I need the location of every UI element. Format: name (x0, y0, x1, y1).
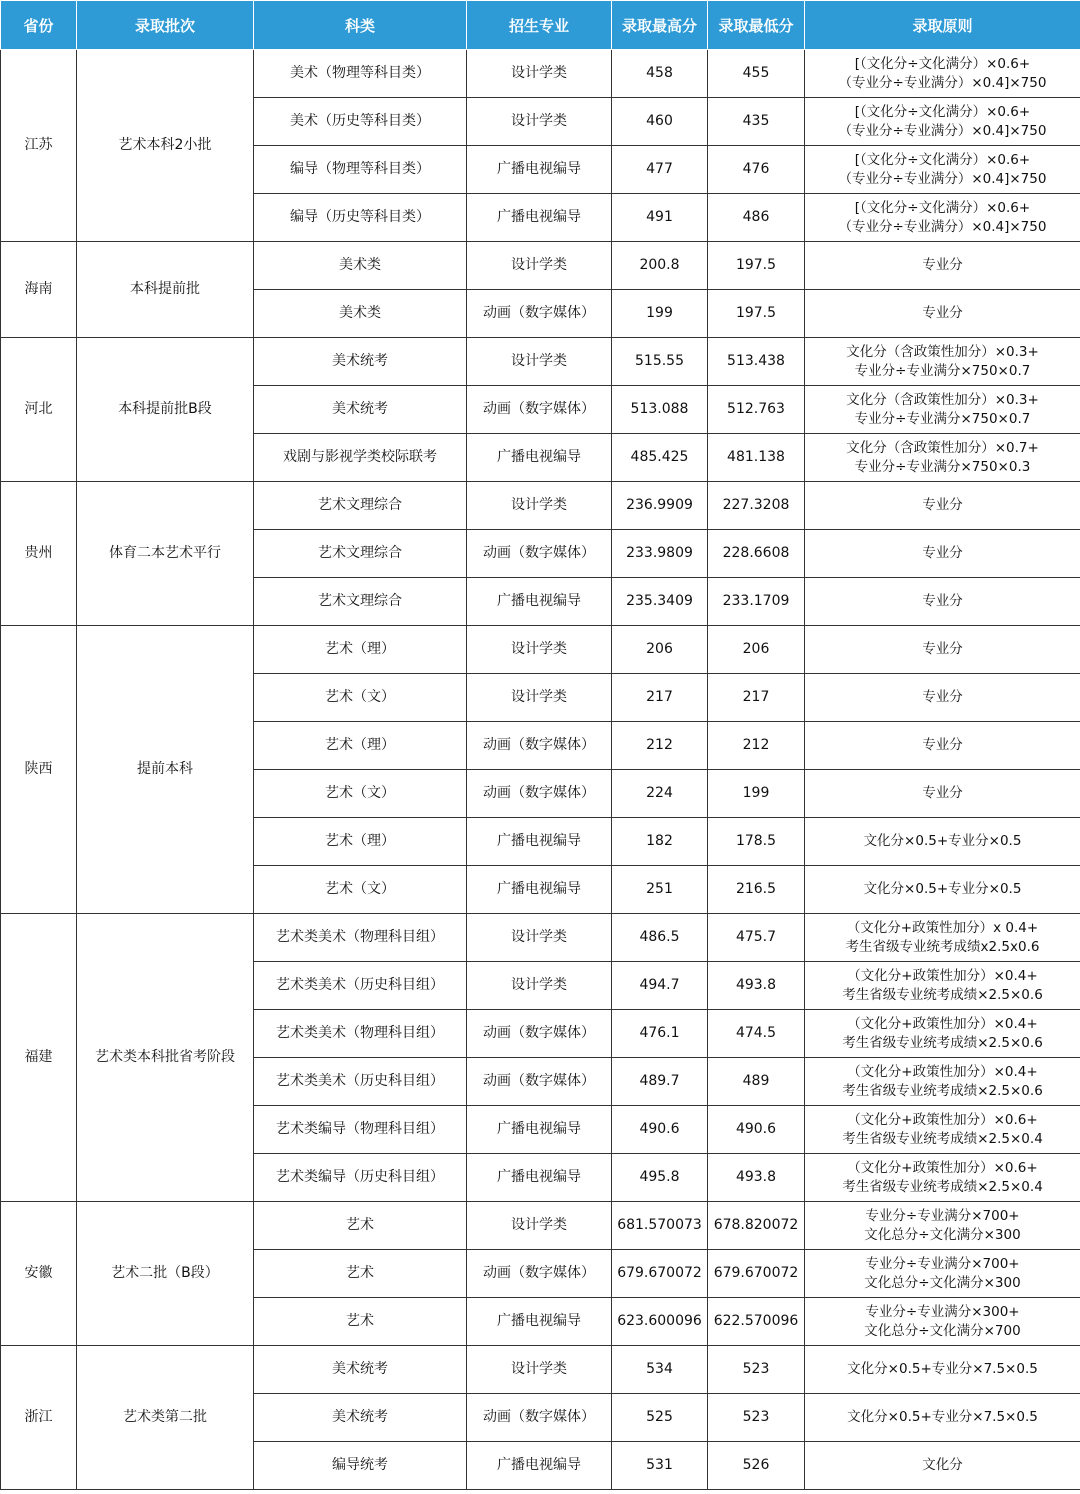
max-score-cell: 251 (612, 866, 708, 914)
min-score-cell: 216.5 (708, 866, 805, 914)
max-score-cell: 679.670072 (612, 1250, 708, 1298)
major-cell: 广播电视编导 (467, 434, 612, 482)
province-cell: 安徽 (1, 1202, 77, 1346)
rule-line: 专业分 (922, 497, 963, 513)
major-cell: 设计学类 (467, 98, 612, 146)
rule-line: 文化分（含政策性加分）×0.7+ (846, 439, 1039, 456)
rule-cell (805, 530, 1080, 578)
table-row (1, 914, 1080, 962)
max-score-cell: 206 (612, 626, 708, 674)
category-cell: 编导（物理等科目类） (254, 146, 467, 194)
category-cell: 美术统考 (254, 1346, 467, 1394)
rule-line: 专业分 (922, 785, 963, 801)
batch-cell: 本科提前批B段 (77, 338, 254, 482)
rule-line: 文化分×0.5+专业分×0.5 (863, 833, 1022, 849)
category-cell: 艺术类美术（历史科目组） (254, 962, 467, 1010)
rule-cell (805, 338, 1080, 386)
rule-cell (805, 674, 1080, 722)
rule-cell (805, 770, 1080, 818)
major-cell: 设计学类 (467, 1346, 612, 1394)
min-score-cell: 490.6 (708, 1106, 805, 1154)
category-cell: 艺术文理综合 (254, 578, 467, 626)
rule-line: （专业分÷专业满分）×0.4]×750 (838, 74, 1047, 91)
min-score-cell: 228.6608 (708, 530, 805, 578)
category-cell: 艺术 (254, 1202, 467, 1250)
min-score-cell: 199 (708, 770, 805, 818)
rule-cell (805, 434, 1080, 482)
header-province: 省份 (1, 1, 77, 50)
major-cell: 广播电视编导 (467, 194, 612, 242)
min-score-cell: 512.763 (708, 386, 805, 434)
min-score-cell: 526 (708, 1442, 805, 1490)
table-row (1, 242, 1080, 290)
rule-line: 文化总分÷文化满分×300 (864, 1226, 1021, 1243)
category-cell: 艺术（文） (254, 770, 467, 818)
major-cell: 动画（数字媒体） (467, 290, 612, 338)
major-cell: 广播电视编导 (467, 578, 612, 626)
rule-line: 考生省级专业统考成绩×2.5×0.6 (842, 1034, 1043, 1051)
min-score-cell: 622.570096 (708, 1298, 805, 1346)
rule-cell (805, 962, 1080, 1010)
province-cell: 陕西 (1, 626, 77, 914)
rule-line: 专业分÷专业满分×300+ (865, 1303, 1020, 1320)
rule-cell (805, 1298, 1080, 1346)
major-cell: 设计学类 (467, 338, 612, 386)
category-cell: 艺术类编导（物理科目组） (254, 1106, 467, 1154)
category-cell: 艺术文理综合 (254, 482, 467, 530)
rule-line: [（文化分÷文化满分）×0.6+ (854, 199, 1031, 216)
category-cell: 艺术（文） (254, 674, 467, 722)
category-cell: 艺术（理） (254, 626, 467, 674)
major-cell: 设计学类 (467, 1202, 612, 1250)
category-cell: 艺术文理综合 (254, 530, 467, 578)
rule-cell (805, 722, 1080, 770)
province-cell: 浙江 (1, 1346, 77, 1490)
province-cell: 河北 (1, 338, 77, 482)
rule-line: [（文化分÷文化满分）×0.6+ (854, 151, 1031, 168)
rule-line: 考生省级专业统考成绩×2.5×0.6 (842, 1082, 1043, 1099)
rule-cell (805, 1010, 1080, 1058)
batch-cell: 艺术本科2小批 (77, 50, 254, 242)
min-score-cell: 486 (708, 194, 805, 242)
min-score-cell: 197.5 (708, 290, 805, 338)
min-score-cell: 197.5 (708, 242, 805, 290)
max-score-cell: 486.5 (612, 914, 708, 962)
rule-line: [（文化分÷文化满分）×0.6+ (854, 103, 1031, 120)
rule-line: 专业分÷专业满分×750×0.7 (854, 410, 1031, 427)
rule-line: 专业分 (922, 641, 963, 657)
major-cell: 广播电视编导 (467, 1154, 612, 1202)
rule-cell (805, 194, 1080, 242)
max-score-cell: 233.9809 (612, 530, 708, 578)
major-cell: 广播电视编导 (467, 1298, 612, 1346)
rule-line: 文化分×0.5+专业分×7.5×0.5 (847, 1409, 1038, 1425)
rule-line: 考生省级专业统考成绩x2.5x0.6 (845, 938, 1040, 955)
min-score-cell: 493.8 (708, 962, 805, 1010)
max-score-cell: 495.8 (612, 1154, 708, 1202)
rule-line: 专业分 (922, 593, 963, 609)
rule-line: 考生省级专业统考成绩×2.5×0.6 (842, 986, 1043, 1003)
batch-cell: 提前本科 (77, 626, 254, 914)
max-score-cell: 476.1 (612, 1010, 708, 1058)
min-score-cell: 227.3208 (708, 482, 805, 530)
batch-cell: 本科提前批 (77, 242, 254, 338)
table-row (1, 626, 1080, 674)
major-cell: 动画（数字媒体） (467, 770, 612, 818)
province-cell: 江苏 (1, 50, 77, 242)
rule-cell (805, 146, 1080, 194)
rule-line: [（文化分÷文化满分）×0.6+ (854, 55, 1031, 72)
category-cell: 戏剧与影视学类校际联考 (254, 434, 467, 482)
min-score-cell: 481.138 (708, 434, 805, 482)
rule-line: 专业分÷专业满分×700+ (865, 1207, 1020, 1224)
header-row (1, 1, 1080, 50)
major-cell: 广播电视编导 (467, 1106, 612, 1154)
rule-line: （文化分+政策性加分）×0.4+ (847, 967, 1038, 984)
rule-cell (805, 1250, 1080, 1298)
min-score-cell: 679.670072 (708, 1250, 805, 1298)
major-cell: 动画（数字媒体） (467, 1250, 612, 1298)
min-score-cell: 493.8 (708, 1154, 805, 1202)
category-cell: 美术统考 (254, 386, 467, 434)
table-row (1, 338, 1080, 386)
max-score-cell: 534 (612, 1346, 708, 1394)
table-row (1, 1346, 1080, 1394)
max-score-cell: 513.088 (612, 386, 708, 434)
rule-line: 考生省级专业统考成绩×2.5×0.4 (842, 1130, 1043, 1147)
min-score-cell: 178.5 (708, 818, 805, 866)
batch-cell: 艺术二批（B段） (77, 1202, 254, 1346)
min-score-cell: 474.5 (708, 1010, 805, 1058)
major-cell: 动画（数字媒体） (467, 1058, 612, 1106)
table-body (1, 50, 1080, 1490)
max-score-cell: 525 (612, 1394, 708, 1442)
major-cell: 设计学类 (467, 482, 612, 530)
major-cell: 设计学类 (467, 242, 612, 290)
max-score-cell: 200.8 (612, 242, 708, 290)
max-score-cell: 490.6 (612, 1106, 708, 1154)
rule-line: 专业分 (922, 305, 963, 321)
province-cell: 海南 (1, 242, 77, 338)
batch-cell: 体育二本艺术平行 (77, 482, 254, 626)
major-cell: 广播电视编导 (467, 818, 612, 866)
major-cell: 设计学类 (467, 50, 612, 98)
max-score-cell: 477 (612, 146, 708, 194)
min-score-cell: 206 (708, 626, 805, 674)
max-score-cell: 485.425 (612, 434, 708, 482)
rule-cell (805, 1154, 1080, 1202)
rule-line: （专业分÷专业满分）×0.4]×750 (838, 218, 1047, 235)
rule-line: 文化总分÷文化满分×300 (864, 1274, 1021, 1291)
min-score-cell: 523 (708, 1346, 805, 1394)
table-row (1, 50, 1080, 98)
min-score-cell: 217 (708, 674, 805, 722)
rule-line: （文化分+政策性加分）x 0.4+ (846, 919, 1039, 936)
category-cell: 艺术类美术（物理科目组） (254, 914, 467, 962)
category-cell: 编导统考 (254, 1442, 467, 1490)
rule-line: 专业分 (922, 737, 963, 753)
rule-cell (805, 50, 1080, 98)
max-score-cell: 494.7 (612, 962, 708, 1010)
category-cell: 艺术类编导（历史科目组） (254, 1154, 467, 1202)
major-cell: 动画（数字媒体） (467, 1010, 612, 1058)
rule-cell (805, 1202, 1080, 1250)
category-cell: 美术（历史等科目类） (254, 98, 467, 146)
rule-line: 文化分（含政策性加分）×0.3+ (846, 343, 1039, 360)
category-cell: 艺术类美术（历史科目组） (254, 1058, 467, 1106)
batch-cell: 艺术类本科批省考阶段 (77, 914, 254, 1202)
rule-line: 考生省级专业统考成绩×2.5×0.4 (842, 1178, 1043, 1195)
rule-line: 专业分÷专业满分×750×0.3 (854, 458, 1031, 475)
batch-cell: 艺术类第二批 (77, 1346, 254, 1490)
rule-line: （文化分+政策性加分）×0.4+ (847, 1063, 1038, 1080)
category-cell: 美术统考 (254, 338, 467, 386)
max-score-cell: 199 (612, 290, 708, 338)
rule-line: 文化分 (922, 1457, 963, 1473)
rule-line: （专业分÷专业满分）×0.4]×750 (838, 170, 1047, 187)
category-cell: 美术类 (254, 242, 467, 290)
header-category: 科类 (254, 1, 467, 50)
rule-cell (805, 1346, 1080, 1394)
max-score-cell: 224 (612, 770, 708, 818)
rule-cell (805, 1442, 1080, 1490)
major-cell: 动画（数字媒体） (467, 530, 612, 578)
max-score-cell: 623.600096 (612, 1298, 708, 1346)
rule-cell (805, 914, 1080, 962)
rule-cell (805, 578, 1080, 626)
major-cell: 设计学类 (467, 674, 612, 722)
min-score-cell: 678.820072 (708, 1202, 805, 1250)
major-cell: 广播电视编导 (467, 146, 612, 194)
category-cell: 艺术 (254, 1250, 467, 1298)
header-batch: 录取批次 (77, 1, 254, 50)
rule-line: 专业分÷专业满分×700+ (865, 1255, 1020, 1272)
rule-cell (805, 242, 1080, 290)
min-score-cell: 475.7 (708, 914, 805, 962)
rule-line: （文化分+政策性加分）×0.6+ (847, 1159, 1038, 1176)
max-score-cell: 217 (612, 674, 708, 722)
rule-cell (805, 818, 1080, 866)
major-cell: 动画（数字媒体） (467, 1394, 612, 1442)
max-score-cell: 235.3409 (612, 578, 708, 626)
rule-cell (805, 482, 1080, 530)
min-score-cell: 513.438 (708, 338, 805, 386)
max-score-cell: 212 (612, 722, 708, 770)
min-score-cell: 212 (708, 722, 805, 770)
max-score-cell: 531 (612, 1442, 708, 1490)
header-major: 招生专业 (467, 1, 612, 50)
table-row (1, 1202, 1080, 1250)
table-row (1, 482, 1080, 530)
max-score-cell: 458 (612, 50, 708, 98)
major-cell: 设计学类 (467, 962, 612, 1010)
rule-cell (805, 386, 1080, 434)
major-cell: 动画（数字媒体） (467, 722, 612, 770)
major-cell: 动画（数字媒体） (467, 386, 612, 434)
min-score-cell: 523 (708, 1394, 805, 1442)
category-cell: 艺术（理） (254, 722, 467, 770)
rule-line: 专业分÷专业满分×750×0.7 (854, 362, 1031, 379)
rule-cell (805, 290, 1080, 338)
header-max-score: 录取最高分 (612, 1, 708, 50)
rule-line: 文化分×0.5+专业分×7.5×0.5 (847, 1361, 1038, 1377)
max-score-cell: 491 (612, 194, 708, 242)
min-score-cell: 455 (708, 50, 805, 98)
rule-line: 文化分×0.5+专业分×0.5 (863, 881, 1022, 897)
category-cell: 美术类 (254, 290, 467, 338)
rule-line: 文化分（含政策性加分）×0.3+ (846, 391, 1039, 408)
max-score-cell: 681.570073 (612, 1202, 708, 1250)
category-cell: 艺术（理） (254, 818, 467, 866)
rule-line: （专业分÷专业满分）×0.4]×750 (838, 122, 1047, 139)
category-cell: 艺术 (254, 1298, 467, 1346)
province-cell: 福建 (1, 914, 77, 1202)
max-score-cell: 182 (612, 818, 708, 866)
max-score-cell: 489.7 (612, 1058, 708, 1106)
rule-line: 专业分 (922, 545, 963, 561)
max-score-cell: 236.9909 (612, 482, 708, 530)
max-score-cell: 460 (612, 98, 708, 146)
category-cell: 编导（历史等科目类） (254, 194, 467, 242)
major-cell: 广播电视编导 (467, 1442, 612, 1490)
category-cell: 美术统考 (254, 1394, 467, 1442)
rule-cell (805, 626, 1080, 674)
major-cell: 广播电视编导 (467, 866, 612, 914)
min-score-cell: 233.1709 (708, 578, 805, 626)
header-min-score: 录取最低分 (708, 1, 805, 50)
category-cell: 美术（物理等科目类） (254, 50, 467, 98)
min-score-cell: 435 (708, 98, 805, 146)
rule-line: （文化分+政策性加分）×0.4+ (847, 1015, 1038, 1032)
rule-line: 文化总分÷文化满分×700 (864, 1322, 1021, 1339)
header-rule: 录取原则 (805, 1, 1080, 50)
rule-cell (805, 866, 1080, 914)
category-cell: 艺术类美术（物理科目组） (254, 1010, 467, 1058)
province-cell: 贵州 (1, 482, 77, 626)
category-cell: 艺术（文） (254, 866, 467, 914)
rule-line: （文化分+政策性加分）×0.6+ (847, 1111, 1038, 1128)
max-score-cell: 515.55 (612, 338, 708, 386)
rule-line: 专业分 (922, 257, 963, 273)
min-score-cell: 489 (708, 1058, 805, 1106)
rule-line: 专业分 (922, 689, 963, 705)
rule-cell (805, 1394, 1080, 1442)
major-cell: 设计学类 (467, 626, 612, 674)
rule-cell (805, 98, 1080, 146)
rule-cell (805, 1058, 1080, 1106)
major-cell: 设计学类 (467, 914, 612, 962)
min-score-cell: 476 (708, 146, 805, 194)
rule-cell (805, 1106, 1080, 1154)
